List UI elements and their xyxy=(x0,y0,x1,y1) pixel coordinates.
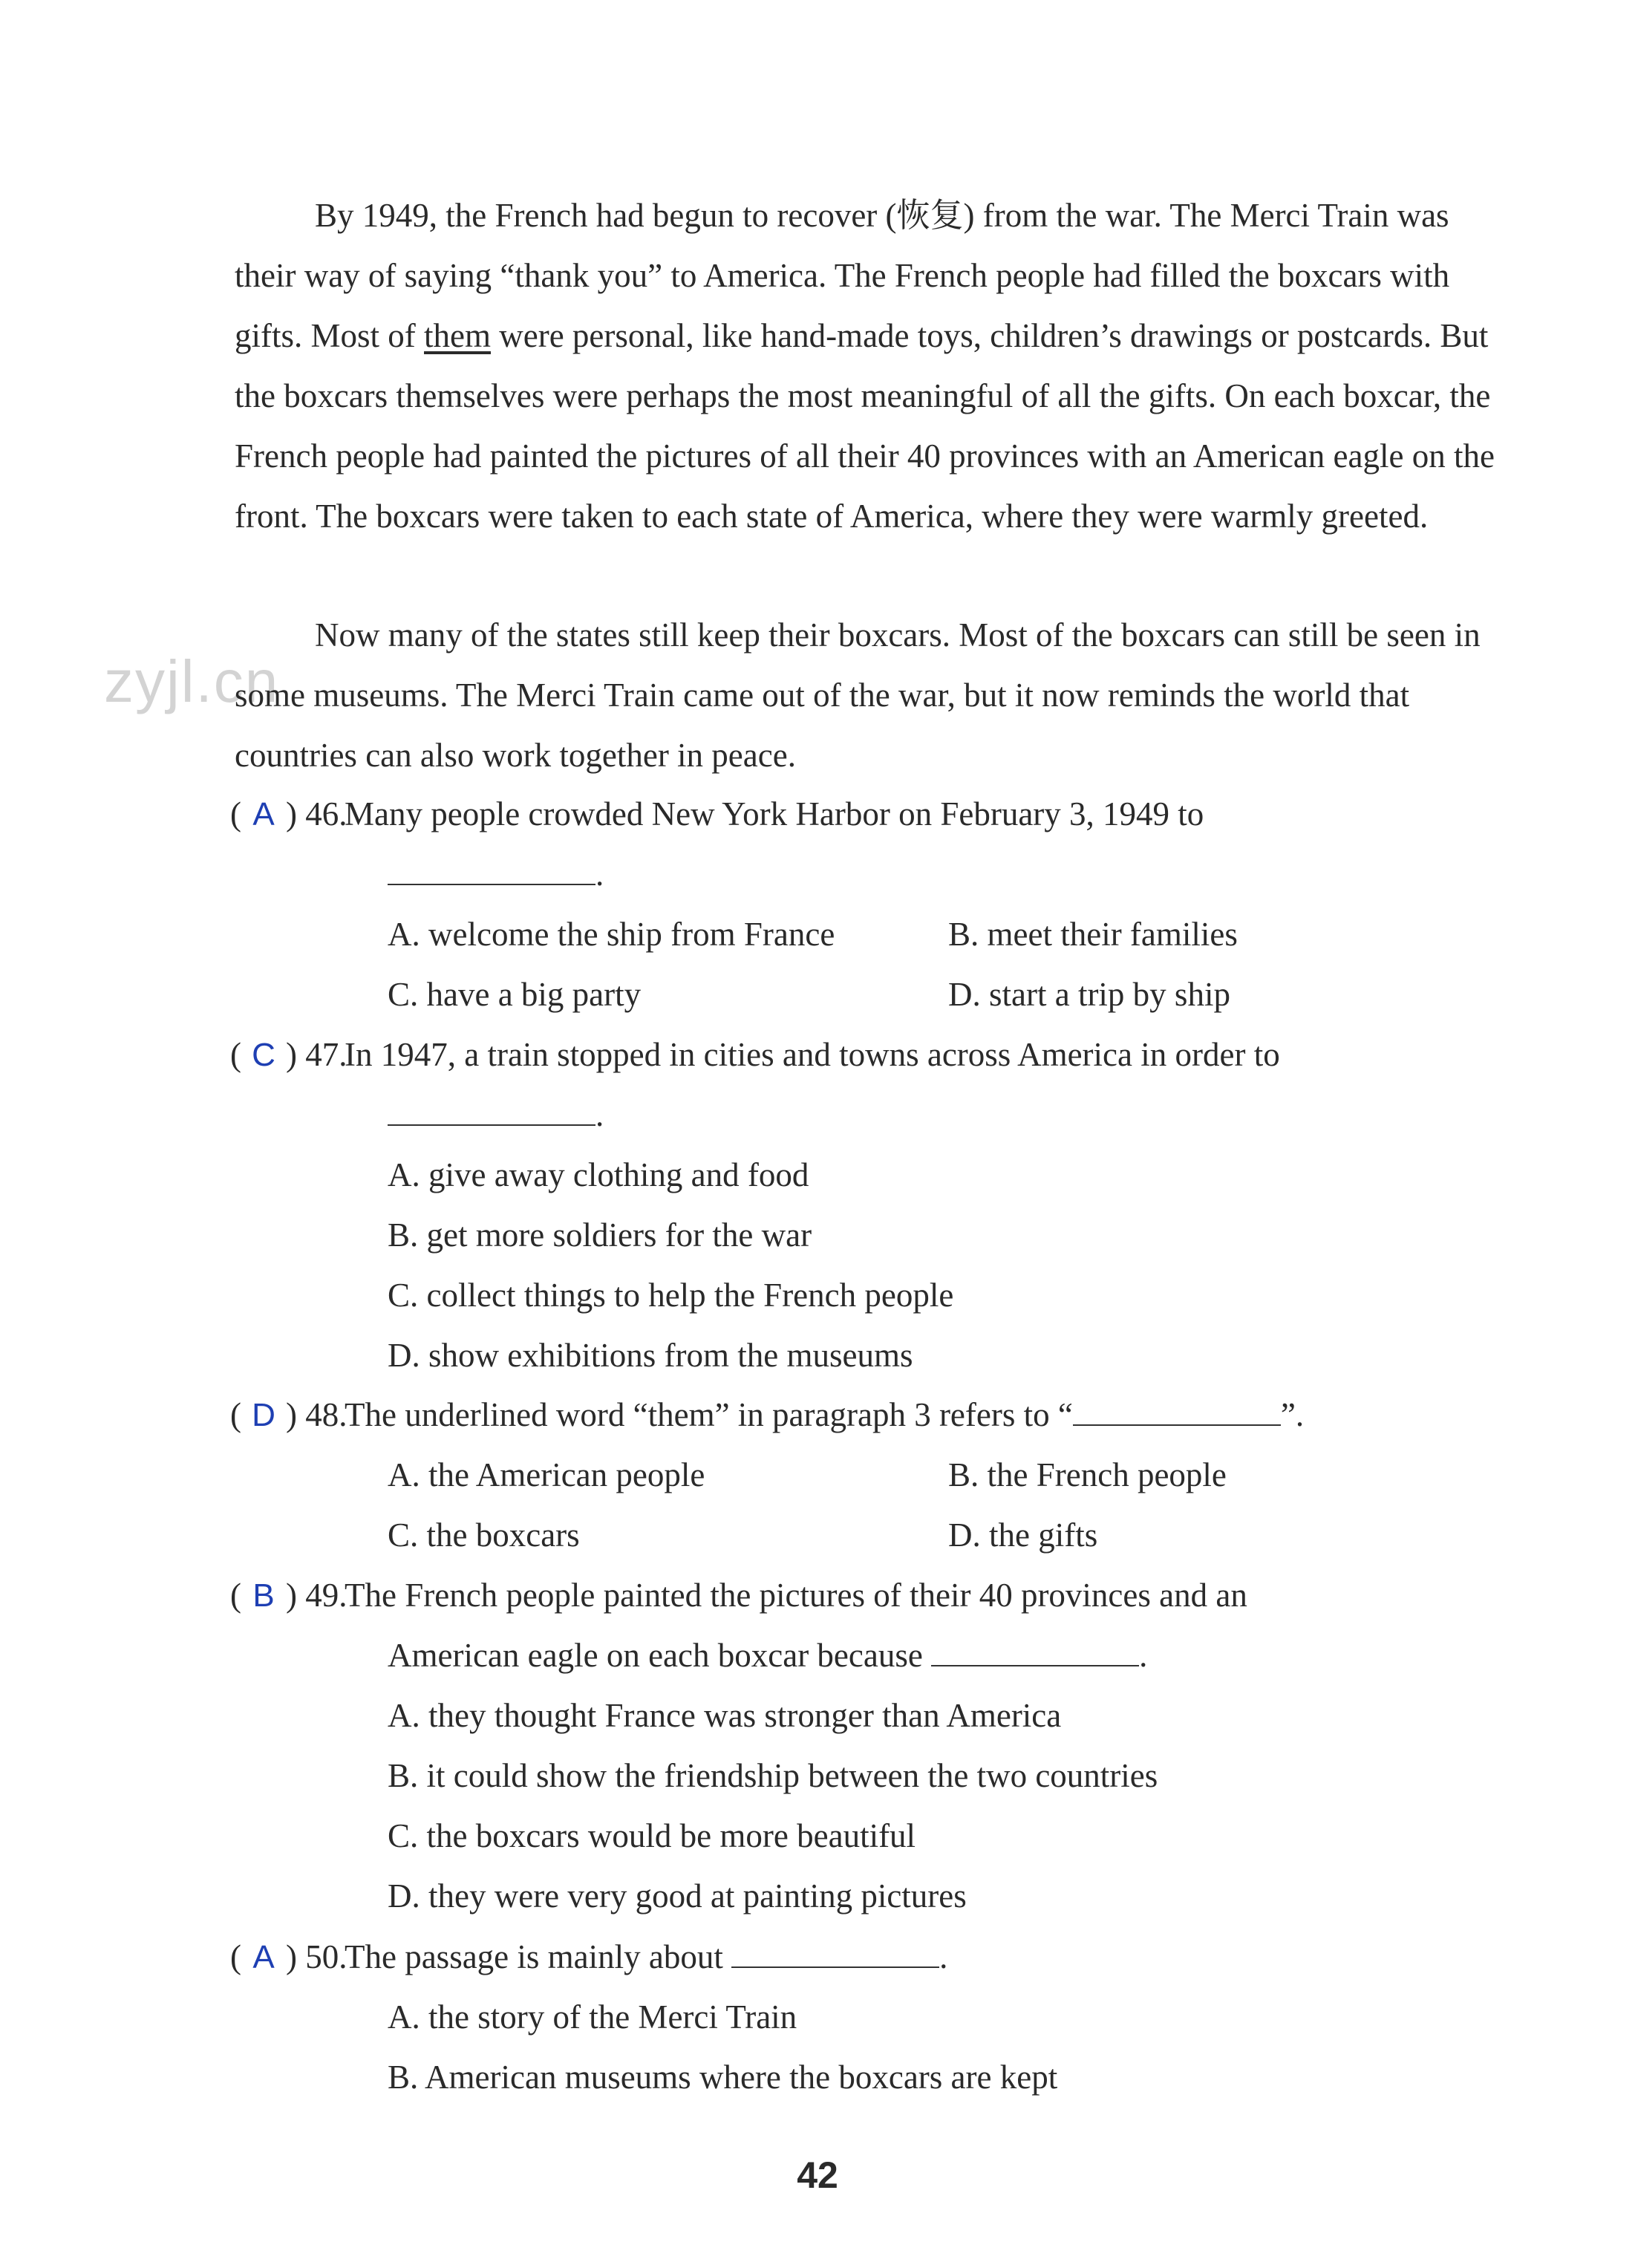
question-stem: Many people crowded New York Harbor on February 3, 1949 to xyxy=(345,795,1204,832)
answer-mark: D xyxy=(252,1397,275,1433)
option-a: A. give away clothing and food xyxy=(388,1156,809,1193)
question-stem: The underlined word “them” in paragraph 3 refers to “ ”. xyxy=(345,1385,1304,1445)
question-stem: The passage is mainly about . xyxy=(345,1927,947,1987)
answer-bracket: ( A ) 50. xyxy=(230,1927,316,1987)
option-b: B. American museums where the boxcars are kept xyxy=(388,2059,1058,2096)
option-a: A. the American people xyxy=(388,1456,705,1493)
option-b: B. meet their families xyxy=(948,916,1238,953)
question-50 xyxy=(230,1927,1537,2108)
option-a: A. the story of the Merci Train xyxy=(388,1998,797,2036)
paragraph-1 xyxy=(235,186,1512,547)
answer-blank xyxy=(388,851,595,885)
option-b: B. get more soldiers for the war xyxy=(388,1216,812,1254)
option-a: A. welcome the ship from France xyxy=(388,916,835,953)
answer-mark: A xyxy=(252,1939,275,1975)
question-number: ) 46. xyxy=(286,795,347,832)
option-c: C. have a big party xyxy=(388,976,642,1013)
option-c: C. the boxcars xyxy=(388,1516,580,1554)
question-number: ) 48. xyxy=(286,1396,347,1433)
answer-bracket: ( A ) 46. xyxy=(230,784,316,844)
option-c: C. collect things to help the French people xyxy=(388,1277,954,1314)
answer-bracket: ( D ) 48. xyxy=(230,1385,316,1445)
paragraph-1-text-b: were personal, like hand-made toys, children’s drawings or postcards. But the boxcars themselves were perhaps the most meaningful of all the gifts. On each boxcar, the French people had painted the pictures of all their 40 provinces with an American eagle on the front. The boxcars were taken to each state of America, where they were warmly greeted. xyxy=(235,317,1495,535)
option-b: B. it could show the friendship between the two countries xyxy=(388,1757,1158,1794)
option-d: D. show exhibitions from the museums xyxy=(388,1337,913,1374)
question-stem-continued: American eagle on each boxcar because xyxy=(388,1637,923,1674)
answer-mark: A xyxy=(252,796,275,832)
answer-bracket: ( C ) 47. xyxy=(230,1025,316,1085)
paragraph-1-text-a: By 1949, the French had begun to recover (恢复) from the war. The Merci Train was their way of saying “thank you” to America. The French people had filled the boxcars with gifts. Most of xyxy=(235,197,1450,354)
option-d: D. start a trip by ship xyxy=(948,976,1230,1013)
option-a: A. they thought France was stronger than America xyxy=(388,1697,1062,1734)
question-number: ) 47. xyxy=(286,1036,347,1073)
watermark: zyjl.cn xyxy=(104,648,280,714)
option-b: B. the French people xyxy=(948,1456,1227,1493)
answer-blank xyxy=(1073,1392,1281,1426)
question-49: ( B ) 49. The French people painted the pictures of their 40 provinces and an American eagle on each boxcar because . A. they thought France was stronger than America B. it could show the friendship between the two countries C. the boxcars would be more beautiful D. they were very good at painting pictures xyxy=(230,1565,1537,1926)
question-stem: In 1947, a train stopped in cities and towns across America in order to xyxy=(345,1036,1280,1073)
underlined-word: them xyxy=(424,317,491,354)
question-46: ( A ) 46. Many people crowded New York Harbor on February 3, 1949 to . A. welcome the ship from France B. meet their families C. have a big party D. start a trip by ship xyxy=(230,784,1537,1025)
paragraph-2: Now many of the states still keep their boxcars. Most of the boxcars can still be seen in some museums. The Merci Train came out of the war, but it now reminds the world that countries can also work together in peace. xyxy=(235,616,1481,774)
question-stem: The French people painted the pictures of their 40 provinces and an xyxy=(345,1577,1247,1614)
option-d: D. they were very good at painting pictures xyxy=(388,1877,967,1915)
question-47: ( C ) 47. In 1947, a train stopped in cities and towns across America in order to . A. give away clothing and food B. get more soldiers for the war C. collect things to help the French people D. show exhibitions from the museums xyxy=(230,1025,1537,1386)
question-48 xyxy=(230,1385,1537,1565)
answer-bracket: ( B ) 49. xyxy=(230,1565,316,1626)
answer-blank xyxy=(931,1632,1139,1666)
option-c: C. the boxcars would be more beautiful xyxy=(388,1817,916,1854)
answer-blank xyxy=(388,1092,595,1126)
question-number: ) 50. xyxy=(286,1938,347,1975)
option-d: D. the gifts xyxy=(948,1516,1098,1554)
answer-blank xyxy=(731,1934,939,1968)
question-number: ) 49. xyxy=(286,1577,347,1614)
page-number: 42 xyxy=(797,2154,838,2196)
answer-mark: B xyxy=(252,1577,275,1614)
answer-mark: C xyxy=(252,1037,275,1073)
